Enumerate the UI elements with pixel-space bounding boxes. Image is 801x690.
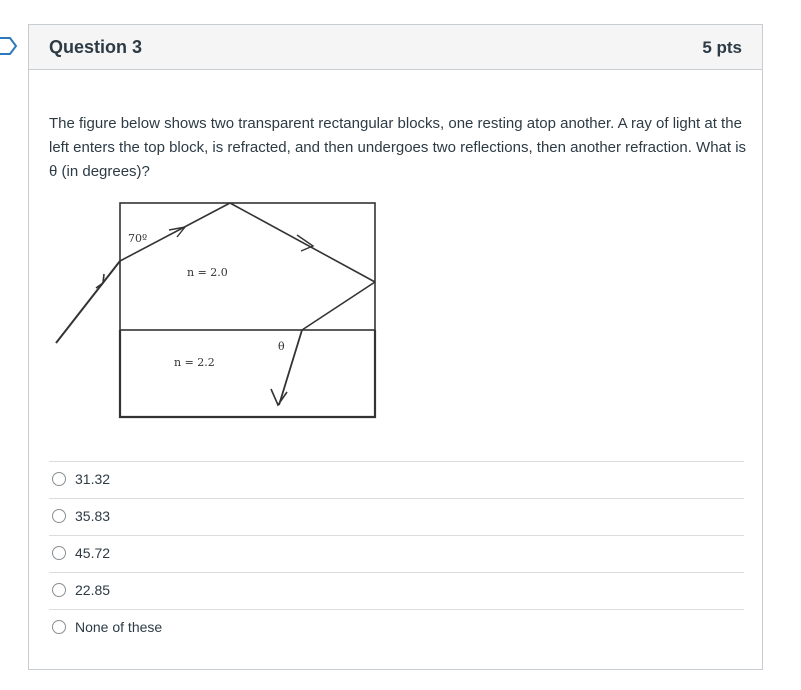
incoming-ray (56, 261, 120, 343)
answer-option-3[interactable] (49, 535, 744, 572)
angle-label: 70º (128, 232, 148, 245)
radio-button[interactable] (52, 472, 66, 486)
answer-option-5[interactable] (49, 609, 744, 646)
answer-label: 45.72 (75, 545, 111, 561)
incoming-ray-arrow (96, 274, 104, 288)
radio-button[interactable] (52, 583, 66, 597)
answer-option-4[interactable] (49, 572, 744, 609)
radio-button[interactable] (52, 546, 66, 560)
bottom-block (120, 330, 375, 417)
answer-label: 31.32 (75, 471, 111, 487)
question-header (29, 25, 762, 70)
answer-label: 35.83 (75, 508, 111, 524)
question-title: Question 3 (49, 37, 143, 57)
answer-label: 22.85 (75, 582, 111, 598)
radio-button[interactable] (52, 509, 66, 523)
answer-label: None of these (75, 619, 163, 635)
answer-option-1[interactable] (49, 461, 744, 498)
answer-option-2[interactable] (49, 498, 744, 535)
top-block (120, 203, 375, 330)
refraction-figure (51, 195, 381, 425)
transmitted-ray-arrow (271, 389, 287, 405)
bottom-block-label: n = 2.2 (174, 356, 215, 369)
question-flag-icon[interactable] (0, 36, 18, 56)
theta-label: θ (278, 340, 285, 353)
question-text: The figure below shows two transparent rectangular blocks, one resting atop another. A ray of light at the left enters the top block, is refracted, and then undergoes two reflections, then another refraction. What is θ (in degrees)? (49, 115, 747, 180)
top-block-label: n = 2.0 (187, 266, 228, 279)
reflected-ray-2 (302, 282, 375, 330)
reflected-ray-1 (230, 203, 375, 282)
answer-list (49, 461, 744, 646)
question-card (28, 24, 763, 670)
question-points: 5 pts (702, 38, 742, 57)
radio-button[interactable] (52, 620, 66, 634)
